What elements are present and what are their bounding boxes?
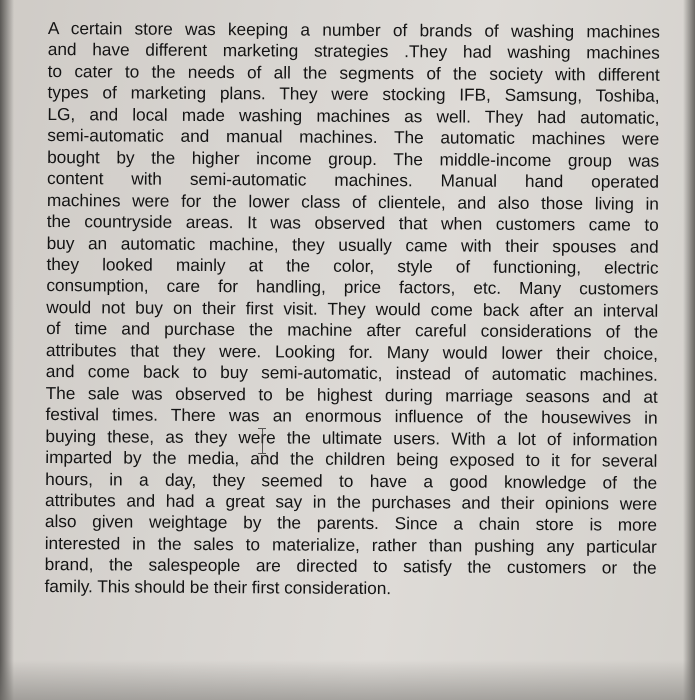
text-line-22: hours, in a day, they seemed to have a good knowledge of the xyxy=(45,468,658,493)
text-line-18: The sale was observed to be highest during marriage seasons and at xyxy=(45,382,658,407)
text-line-1: A certain store was keeping a number of brands of washing machines xyxy=(47,18,660,42)
text-line-12: they looked mainly at the color, style of functioning, electric xyxy=(46,253,659,278)
text-line-19: festival times. There was an enormous influence of the housewives in xyxy=(45,404,658,428)
text-line-4: types of marketing plans. They were stocking IFB, Samsung, Toshiba, xyxy=(47,82,660,107)
text-line-24: also given weightage by the parents. Since a chain store is more xyxy=(44,511,657,536)
text-line-6: semi-automatic and manual machines. The automatic machines were xyxy=(47,125,660,150)
text-line-8: content with semi-automatic machines. Manual hand operated xyxy=(46,168,660,192)
text-line-5: LG, and local made washing machines as well. They had automatic, xyxy=(47,103,660,128)
text-line-14: would not buy on their first visit. They would come back after an interval xyxy=(46,296,659,321)
text-line-26: brand, the salespeople are directed to satisfy the customers or the xyxy=(44,554,657,579)
text-line-11: buy an automatic machine, they usually came with their spouses and xyxy=(46,232,659,257)
page-edge-shadow-right xyxy=(683,0,695,700)
text-line-16: attributes that they were. Looking for. Many would lower their choice, xyxy=(45,339,659,364)
text-line-10: the countryside areas. It was observed that when customers came to xyxy=(46,211,659,235)
text-line-23: attributes and had a great say in the purchases and their opinions were xyxy=(44,489,658,514)
text-line-21: imparted by the media, and the children being exposed to it for several xyxy=(45,447,658,471)
text-line-13: consumption, care for handling, price factors, etc. Many customers xyxy=(46,275,659,300)
page-edge-shadow-left xyxy=(0,0,14,700)
text-line-15: of time and purchase the machine after careful considerations of the xyxy=(46,318,659,343)
text-line-17: and come back to buy semi-automatic, instead of automatic machines. xyxy=(45,361,658,385)
text-line-3: to cater to the needs of all the segments of the society with different xyxy=(47,60,660,85)
text-line-7: bought by the higher income group. The middle-income group was xyxy=(47,146,660,171)
page-bottom-shadow xyxy=(0,660,695,700)
text-line-27: family. This should be their first consideration. xyxy=(44,575,392,598)
text-cursor-icon xyxy=(262,428,273,454)
text-line-20: buying these, as they were the ultimate users. With a lot of information xyxy=(45,425,658,450)
text-line-9: machines were for the lower class of clientele, and also those living in xyxy=(46,189,659,214)
case-study-paragraph xyxy=(44,18,668,601)
text-line-25: interested in the sales to materialize, rather than pushing any particular xyxy=(44,532,657,557)
text-line-2: and have different marketing strategies .They had washing machines xyxy=(47,39,660,64)
